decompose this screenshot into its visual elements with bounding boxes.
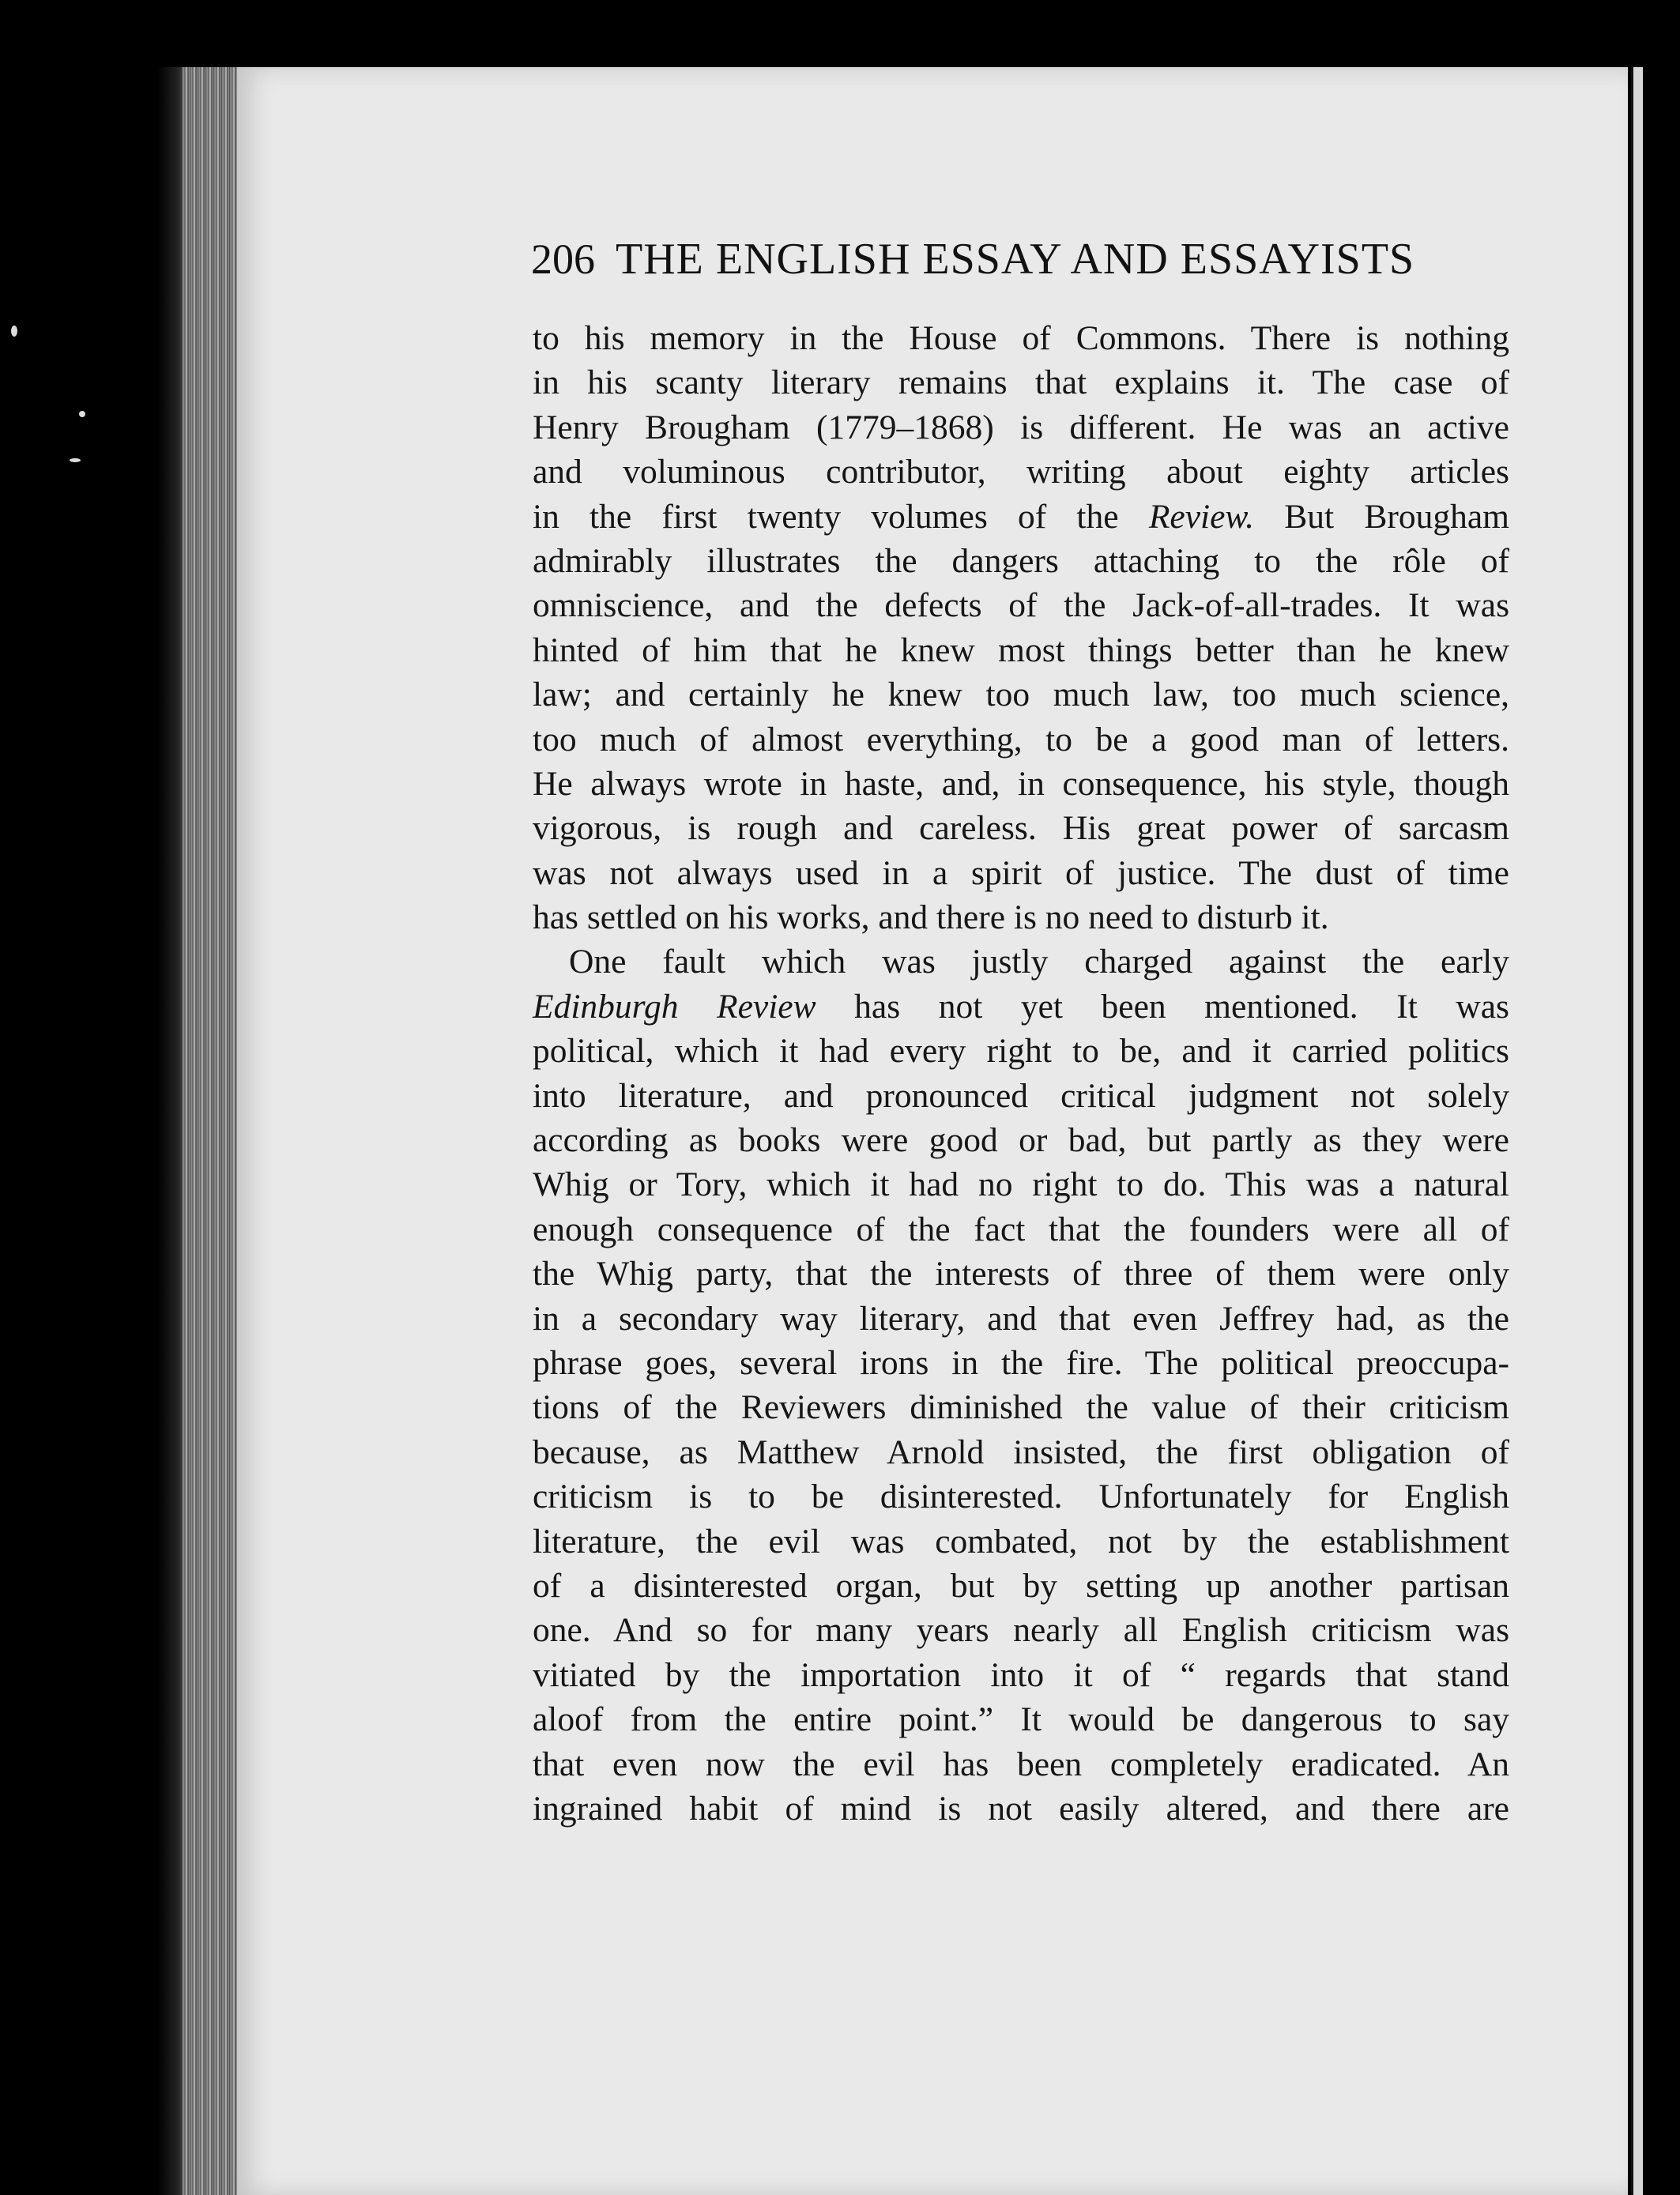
page-right-border bbox=[1631, 67, 1643, 2195]
text-line: to his memory in the House of Commons. There is nothing bbox=[533, 319, 1509, 357]
text-line: aloof from the entire point.” It would be dangerous to say bbox=[533, 1700, 1509, 1739]
running-title: THE ENGLISH ESSAY AND ESSAYISTS bbox=[616, 235, 1415, 284]
italic-title: Review. bbox=[1148, 497, 1255, 536]
text-line: one. And so for many years nearly all English criticism was bbox=[533, 1611, 1509, 1650]
text-line: ingrained habit of mind is not easily altered, and there are bbox=[533, 1789, 1509, 1828]
text-line: political, which it had every right to be, and it carried politics bbox=[533, 1032, 1509, 1071]
text-segment: in the first twenty volumes of the bbox=[533, 497, 1149, 536]
text-line: in a secondary way literary, and that even Jeffrey had, as the bbox=[533, 1299, 1509, 1338]
text-line: phrase goes, several irons in the fire. The political preoccupa- bbox=[533, 1343, 1509, 1382]
text-line: has settled on his works, and there is no need to disturb it. bbox=[533, 898, 1329, 937]
text-line: omniscience, and the defects of the Jack-of-all-trades. It was bbox=[533, 586, 1509, 625]
text-line: because, as Matthew Arnold insisted, the first obligation of bbox=[533, 1433, 1509, 1471]
text-line: He always wrote in haste, and, in consequence, his style, though bbox=[533, 764, 1509, 803]
text-line: tions of the Reviewers diminished the value of their criticism bbox=[533, 1388, 1509, 1427]
text-line: of a disinterested organ, but by setting up another partisan bbox=[533, 1566, 1509, 1605]
body-text bbox=[533, 316, 1509, 1831]
text-line: enough consequence of the fact that the founders were all of bbox=[533, 1210, 1509, 1248]
text-line: One fault which was justly charged against the early bbox=[569, 943, 1509, 981]
text-line bbox=[533, 985, 1509, 1029]
text-line: vitiated by the importation into it of “ regards that stand bbox=[533, 1655, 1509, 1694]
scan-speck bbox=[70, 458, 81, 462]
text-line: law; and certainly he knew too much law, too much science, bbox=[533, 676, 1509, 714]
text-line: vigorous, is rough and careless. His great power of sarcasm bbox=[533, 809, 1509, 848]
text-line: the Whig party, that the interests of three of them were only bbox=[533, 1255, 1509, 1293]
text-line: hinted of him that he knew most things better than he knew bbox=[533, 631, 1509, 669]
page-edges bbox=[182, 67, 237, 2195]
text-line: too much of almost everything, to be a good man of letters. bbox=[533, 720, 1509, 759]
text-line: according as books were good or bad, but partly as they were bbox=[533, 1121, 1509, 1160]
page-number: 206 bbox=[531, 235, 595, 283]
text-line bbox=[533, 495, 1509, 539]
scan-speck bbox=[79, 411, 85, 417]
text-line: and voluminous contributor, writing about eighty articles bbox=[533, 453, 1509, 491]
text-line: in his scanty literary remains that explains it. The case of bbox=[533, 363, 1509, 402]
text-line: admirably illustrates the dangers attaching to the rôle of bbox=[533, 541, 1509, 580]
text-line: was not always used in a spirit of justice. The dust of time bbox=[533, 853, 1509, 892]
scan-speck bbox=[11, 326, 17, 337]
text-line: into literature, and pronounced critical judgment not solely bbox=[533, 1076, 1509, 1115]
text-line: criticism is to be disinterested. Unfortunately for English bbox=[533, 1478, 1509, 1516]
text-segment: has not yet been mentioned. It was bbox=[816, 987, 1509, 1026]
italic-title: Edinburgh Review bbox=[533, 987, 816, 1026]
text-line: Whig or Tory, which it had no right to do. This was a natural bbox=[533, 1165, 1509, 1204]
text-line: Henry Brougham (1779–1868) is different. He was an active bbox=[533, 408, 1509, 446]
running-header bbox=[531, 234, 1494, 289]
text-segment: But Brougham bbox=[1254, 497, 1510, 536]
text-line: that even now the evil has been completely eradicated. An bbox=[533, 1745, 1509, 1783]
text-line: literature, the evil was combated, not by the establishment bbox=[533, 1522, 1509, 1561]
